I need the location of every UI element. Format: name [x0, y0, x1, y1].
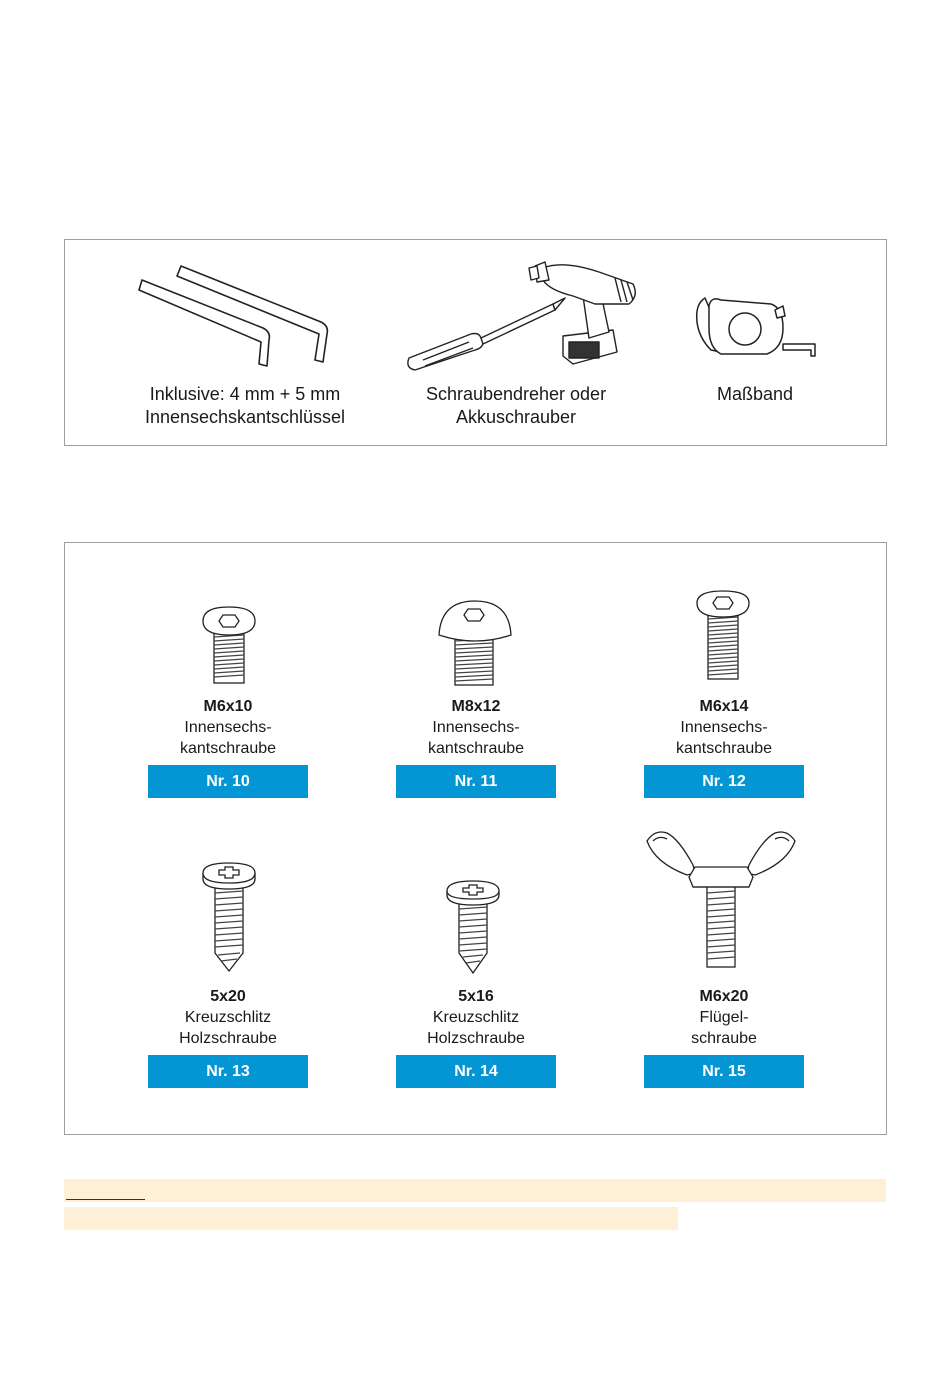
phillips-wood-screw-icon: [201, 861, 257, 973]
screw-item-nr-14: [396, 986, 556, 1088]
screwdriver-drill-icon: [403, 260, 643, 370]
tape-measure-icon: [691, 292, 821, 362]
screw-type-line: Innensechs-: [432, 719, 520, 736]
hex-socket-screw-icon: [695, 589, 751, 681]
screw-size: M6x20: [699, 988, 749, 1005]
tool-label-hex-key: Inklusive: 4 mm + 5 mm Innensechskantschlüssel: [144, 384, 346, 427]
screw-item-nr-13: [148, 986, 308, 1088]
part-number-badge: Nr. 15: [644, 1055, 804, 1088]
screw-item-nr-15: [644, 986, 804, 1088]
screw-type-line: Kreuzschlitz: [432, 1009, 520, 1026]
screw-type-line: Innensechs-: [184, 719, 272, 736]
phillips-wood-screw-icon: [445, 879, 501, 975]
part-number-badge: Nr. 12: [644, 765, 804, 798]
screws-panel: [64, 542, 887, 1135]
screw-type-line: kantschraube: [179, 740, 277, 757]
screw-size: 5x16: [458, 988, 494, 1005]
note-underline: [66, 1199, 145, 1200]
screw-type-line: Innensechs-: [680, 719, 768, 736]
screw-type-line: Kreuzschlitz: [184, 1009, 272, 1026]
screw-item-nr-11: [396, 696, 556, 798]
part-number-badge: Nr. 11: [396, 765, 556, 798]
screw-type-line: schraube: [691, 1030, 757, 1047]
tools-panel: [64, 239, 887, 446]
part-number-badge: Nr. 13: [148, 1055, 308, 1088]
screw-type-line: Holzschraube: [179, 1030, 277, 1047]
wing-screw-icon: [645, 827, 797, 969]
note-highlight-line-2: [64, 1207, 678, 1230]
part-number-badge: Nr. 10: [148, 765, 308, 798]
tool-label-screwdriver: Schraubendreher oder Akkuschrauber: [425, 384, 607, 427]
hex-key-icon: [137, 262, 337, 362]
tool-label-tape-measure: Maßband: [716, 384, 794, 404]
note-highlight-line-1: [64, 1179, 886, 1202]
screw-type-line: kantschraube: [427, 740, 525, 757]
screw-size: M8x12: [451, 698, 501, 715]
screw-type-line: Holzschraube: [427, 1030, 525, 1047]
screw-item-nr-10: [148, 696, 308, 798]
screw-size: M6x10: [203, 698, 253, 715]
hex-socket-dome-screw-icon: [437, 599, 513, 689]
screw-type-line: kantschraube: [675, 740, 773, 757]
part-number-badge: Nr. 14: [396, 1055, 556, 1088]
screw-size: 5x20: [210, 988, 246, 1005]
hex-socket-button-screw-icon: [201, 605, 257, 685]
screw-size: M6x14: [699, 698, 749, 715]
screw-item-nr-12: [644, 696, 804, 798]
screw-type-line: Flügel-: [699, 1009, 749, 1026]
